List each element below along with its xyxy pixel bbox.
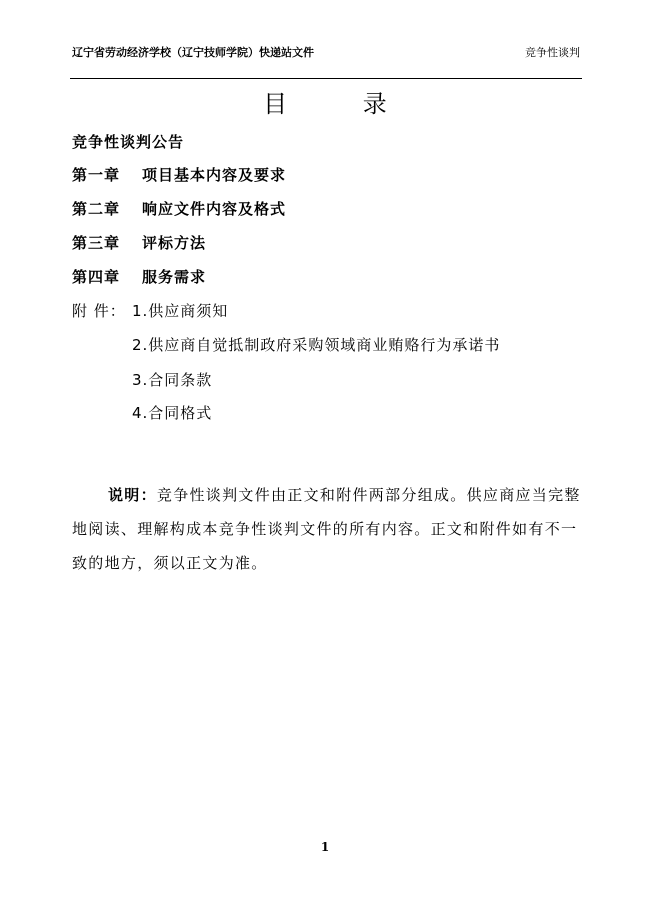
attachment-item: 2.供应商自觉抵制政府采购领域商业贿赂行为承诺书 bbox=[132, 336, 501, 354]
toc-item-announcement bbox=[72, 131, 184, 152]
attachments-label: 附 件： bbox=[72, 302, 126, 320]
toc-item-chapter-4 bbox=[72, 266, 206, 287]
page-number: 1 bbox=[320, 840, 330, 854]
toc-chapter-number: 第二章 bbox=[72, 200, 121, 218]
toc-title: 目 录 bbox=[263, 90, 421, 118]
note-label: 说明： bbox=[108, 486, 157, 504]
attachment-item: 4.合同格式 bbox=[132, 404, 213, 422]
toc-item-chapter-2 bbox=[72, 198, 286, 219]
toc-item-text: 响应文件内容及格式 bbox=[142, 200, 287, 218]
attachment-item: 1.供应商须知 bbox=[132, 302, 229, 320]
note-text: 竞争性谈判文件由正文和附件两部分组成。供应商应当完整地阅读、理解构成本竞争性谈判文件的所有内容。正文和附件如有不一致的地方，须以正文为准。 bbox=[72, 486, 581, 572]
toc-item-text: 评标方法 bbox=[142, 234, 207, 252]
header-rule bbox=[70, 78, 582, 79]
attachment-item: 3.合同条款 bbox=[132, 371, 213, 389]
note-paragraph bbox=[72, 478, 582, 580]
toc-chapter-number: 第三章 bbox=[72, 234, 121, 252]
toc-item-text: 服务需求 bbox=[142, 268, 207, 286]
toc-chapter-number: 第四章 bbox=[72, 268, 121, 286]
toc-item-text: 项目基本内容及要求 bbox=[142, 166, 287, 184]
toc-chapter-number: 第一章 bbox=[72, 166, 121, 184]
header-doc-type: 竞争性谈判 bbox=[525, 46, 580, 59]
toc-item-chapter-1 bbox=[72, 164, 286, 185]
toc-item-text: 竞争性谈判公告 bbox=[72, 133, 185, 151]
toc-item-chapter-3 bbox=[72, 232, 206, 253]
header-title: 辽宁省劳动经济学校（辽宁技师学院）快递站文件 bbox=[72, 46, 314, 59]
